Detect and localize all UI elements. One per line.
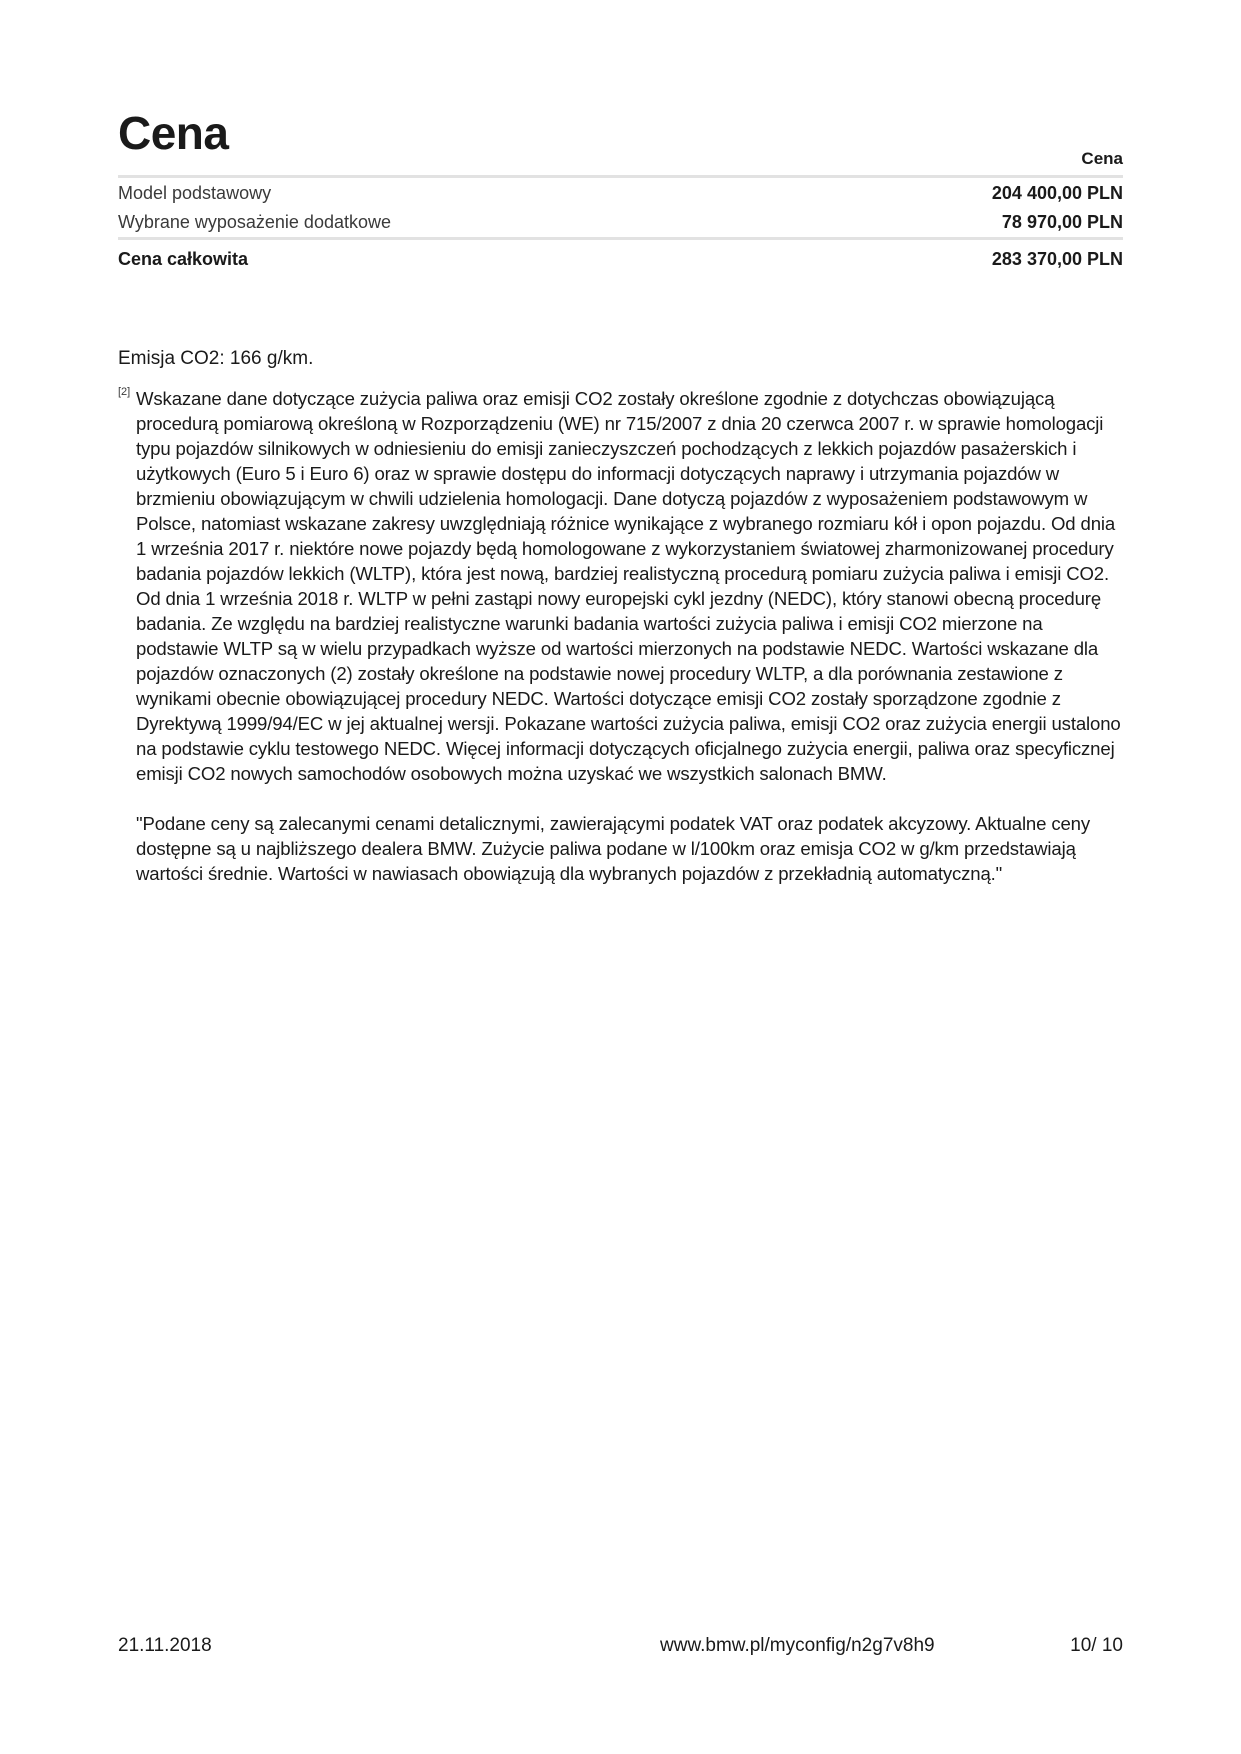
price-row-label: Model podstawowy: [118, 183, 272, 203]
footer-config-link[interactable]: www.bmw.pl/myconfig/n2g7v8h9: [660, 1635, 935, 1656]
table-divider-top: [118, 175, 1123, 178]
emission-text: Emisja CO2: 166 g/km.: [118, 348, 314, 369]
footer-page-number: 10/ 10: [1070, 1635, 1123, 1656]
footer-date: 21.11.2018: [118, 1635, 212, 1656]
price-row-value: 78 970,00 PLN: [1001, 212, 1123, 232]
footnote-marker: [2]: [118, 386, 131, 398]
price-column-header: Cena: [1081, 149, 1123, 168]
total-label: Cena całkowita: [118, 249, 249, 269]
price-row-value: 204 400,00 PLN: [991, 183, 1123, 203]
price-row-base-model: [118, 182, 1123, 204]
price-row-options: [118, 211, 1123, 233]
footnote: [118, 386, 1128, 911]
footnote-paragraph-prices: "Podane ceny są zalecanymi cenami detalicznymi, zawierającymi podatek VAT oraz podatek akcyzowy. Aktualne ceny dostępne są u najbliższego dealera BMW. Zużycie paliwa podane w l/100km oraz emisja CO2 w g/km przedstawiają wartości średnie. Wartości w nawiasach obowiązują dla wybranych pojazdów z przekładnią automatyczną.": [136, 813, 1091, 884]
footnote-body: [136, 386, 1128, 886]
footnote-paragraph-wltp: Wskazane dane dotyczące zużycia paliwa oraz emisji CO2 zostały określone zgodnie z dotychczas obowiązującą procedurą pomiarową określoną w Rozporządzeniu (WE) nr 715/2007 z dnia 20 czerwca 2007 r. w sprawie homologacji typu pojazdów silnikowych w odniesieniu do emisji zanieczyszczeń pochodzących z lekkich pojazdów pasażerskich i użytkowych (Euro 5 i Euro 6) oraz w sprawie dostępu do informacji dotyczących naprawy i utrzymania pojazdów w brzmieniu obowiązującym w chwili udzielenia homologacji. Dane dotyczą pojazdów z wyposażeniem podstawowym w Polsce, natomiast wskazane zakresy uwzględniają różnice wynikające z wybranego rozmiaru kół i opon pojazdu. Od dnia 1 września 2017 r. niektóre nowe pojazdy będą homologowane z wykorzystaniem światowej zharmonizowanej procedury badania pojazdów lekkich (WLTP), która jest nową, bardziej realistyczną procedurą pomiaru zużycia paliwa i emisji CO2. Od dnia 1 września 2018 r. WLTP w pełni zastąpi nowy europejski cykl jezdny (NEDC), który stanowi obecną procedurę badania. Ze względu na bardziej realistyczne warunki badania wartości zużycia paliwa i emisji CO2 mierzone na podstawie WLTP są w wielu przypadkach wyższe od wartości mierzonych na podstawie NEDC. Wartości wskazane dla pojazdów oznaczonych (2) zostały określone na podstawie nowej procedury WLTP, a dla porównania zestawione z wynikami obecnie obowiązującej procedury NEDC. Wartości dotyczące emisji CO2 zostały sporządzone zgodnie z Dyrektywą 1999/94/EC w jej aktualnej wersji. Pokazane wartości zużycia paliwa, emisji CO2 oraz zużycia energii ustalono na podstawie cyklu testowego NEDC. Więcej informacji dotyczących oficjalnego zużycia energii, paliwa oraz specyficznej emisji CO2 nowych samochodów osobowych można uzyskać we wszystkich salonach BMW.: [136, 388, 1121, 784]
page-title: Cena: [118, 107, 229, 159]
price-row-label: Wybrane wyposażenie dodatkowe: [118, 212, 391, 232]
total-value: 283 370,00 PLN: [991, 249, 1123, 269]
table-divider-total: [118, 237, 1123, 240]
price-row-total: [118, 248, 1123, 270]
